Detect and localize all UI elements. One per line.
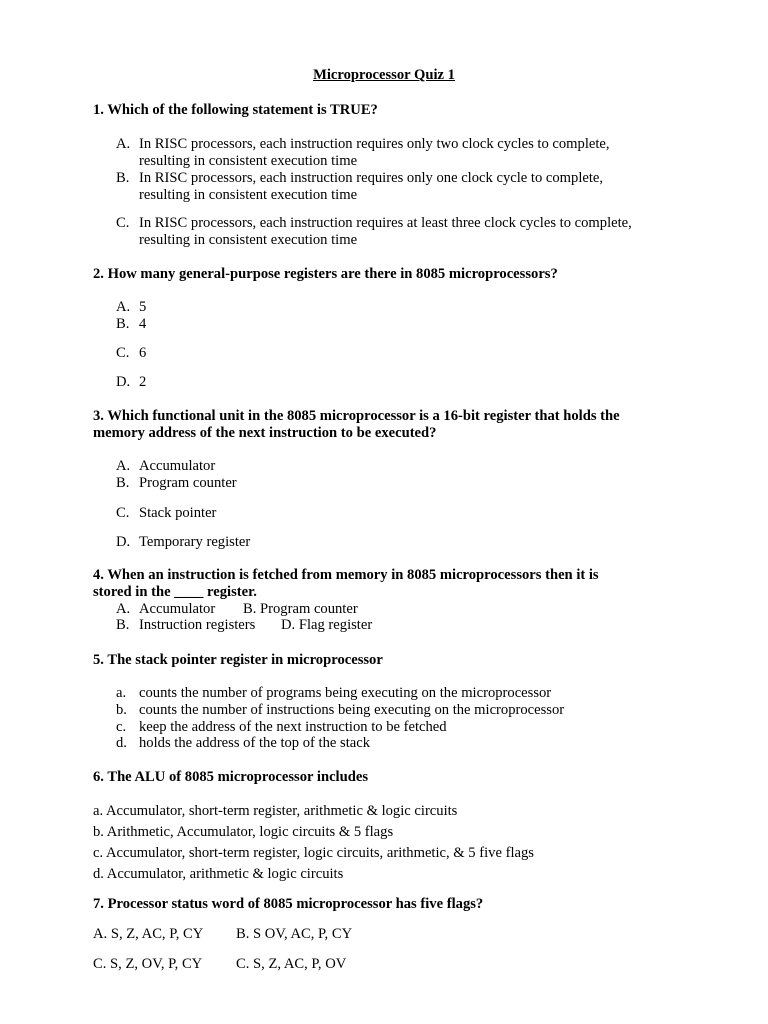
q6-option-c: c. Accumulator, short-term register, logic circuits, arithmetic, & 5 five flags xyxy=(93,845,534,861)
q3-option-d xyxy=(116,534,676,551)
option-label: A. xyxy=(116,601,131,617)
option-text: 4 xyxy=(139,316,147,332)
option-text: counts the number of programs being executing on the microprocessor xyxy=(139,685,552,701)
option-text: 6 xyxy=(139,345,147,361)
option-text-second: D. Flag register xyxy=(281,617,373,633)
question-line1: 3. Which functional unit in the 8085 microprocessor is a 16-bit register that holds the xyxy=(93,408,620,424)
option-text: Temporary register xyxy=(139,534,251,550)
option-text: Accumulator xyxy=(139,458,216,474)
q3-option-c xyxy=(116,505,676,522)
page-title: Microprocessor Quiz 1 xyxy=(313,67,455,83)
option-label: B. xyxy=(116,617,130,633)
option-text: counts the number of instructions being executing on the microprocessor xyxy=(139,702,565,718)
option-label: c. xyxy=(116,719,127,735)
option-text-line1: In RISC processors, each instruction requires only one clock cycle to complete, xyxy=(139,170,604,186)
option-text: 5 xyxy=(139,299,147,315)
option-text-line2: resulting in consistent execution time xyxy=(139,187,358,203)
q2-option-c xyxy=(116,345,676,362)
question-line2: memory address of the next instruction to be executed? xyxy=(93,425,437,441)
option-text-second: B. Program counter xyxy=(243,601,358,617)
option-text: keep the address of the next instruction to be fetched xyxy=(139,719,447,735)
option-label: A. xyxy=(116,299,131,315)
q7-options-row2 xyxy=(93,956,693,973)
option-label: D. xyxy=(116,534,131,550)
question-2: 2. How many general-purpose registers are there in 8085 microprocessors? xyxy=(93,266,558,282)
option-label: B. xyxy=(116,316,130,332)
option-label: C. xyxy=(116,345,130,361)
q4-options-row1 xyxy=(116,601,676,618)
option-text-line1: In RISC processors, each instruction requires at least three clock cycles to complete, xyxy=(139,215,632,231)
option-label: B. xyxy=(116,475,130,491)
q4-options-row2 xyxy=(116,617,676,634)
q3-option-b xyxy=(116,475,676,492)
option-label: a. xyxy=(116,685,127,701)
q2-option-d xyxy=(116,374,676,391)
q1-option-c xyxy=(116,215,676,249)
option-text: Instruction registers xyxy=(139,617,256,633)
q1-option-b xyxy=(116,170,676,204)
q5-option-d xyxy=(116,735,676,752)
option-label: D. xyxy=(116,374,131,390)
option-label: C. xyxy=(116,505,130,521)
question-7: 7. Processor status word of 8085 microprocessor has five flags? xyxy=(93,896,484,912)
question-5: 5. The stack pointer register in microprocessor xyxy=(93,652,383,668)
q6-option-b: b. Arithmetic, Accumulator, logic circuits & 5 flags xyxy=(93,824,394,840)
option-label: B. xyxy=(116,170,130,186)
option-label: A. xyxy=(116,458,131,474)
option-label: b. xyxy=(116,702,127,718)
option-label: A. xyxy=(116,136,131,152)
question-1: 1. Which of the following statement is TRUE? xyxy=(93,102,378,118)
q1-option-a xyxy=(116,136,676,170)
q5-option-b xyxy=(116,702,676,719)
option-text-line1: In RISC processors, each instruction requires only two clock cycles to complete, xyxy=(139,136,610,152)
question-line1: 4. When an instruction is fetched from memory in 8085 microprocessors then it is xyxy=(93,567,599,583)
option-text-second: B. S OV, AC, P, CY xyxy=(236,926,353,942)
question-4 xyxy=(93,567,693,601)
option-text: holds the address of the top of the stack xyxy=(139,735,371,751)
question-3 xyxy=(93,408,693,442)
q3-option-a xyxy=(116,458,676,475)
q7-options-row1 xyxy=(93,926,693,943)
option-text-line2: resulting in consistent execution time xyxy=(139,153,358,169)
q2-option-a xyxy=(116,299,676,316)
option-text: 2 xyxy=(139,374,147,390)
question-6: 6. The ALU of 8085 microprocessor includes xyxy=(93,769,368,785)
option-text: Accumulator xyxy=(139,601,216,617)
q6-option-a: a. Accumulator, short-term register, arithmetic & logic circuits xyxy=(93,803,458,819)
option-text-first: C. S, Z, OV, P, CY xyxy=(93,956,203,972)
q6-option-d: d. Accumulator, arithmetic & logic circuits xyxy=(93,866,344,882)
q2-option-b xyxy=(116,316,676,333)
q5-option-a xyxy=(116,685,676,702)
option-text: Stack pointer xyxy=(139,505,217,521)
option-text-first: A. S, Z, AC, P, CY xyxy=(93,926,204,942)
option-label: C. xyxy=(116,215,130,231)
q5-option-c xyxy=(116,719,676,736)
option-label: d. xyxy=(116,735,127,751)
option-text-line2: resulting in consistent execution time xyxy=(139,232,358,248)
option-text-second: C. S, Z, AC, P, OV xyxy=(236,956,347,972)
question-line2: stored in the ____ register. xyxy=(93,584,257,600)
option-text: Program counter xyxy=(139,475,237,491)
